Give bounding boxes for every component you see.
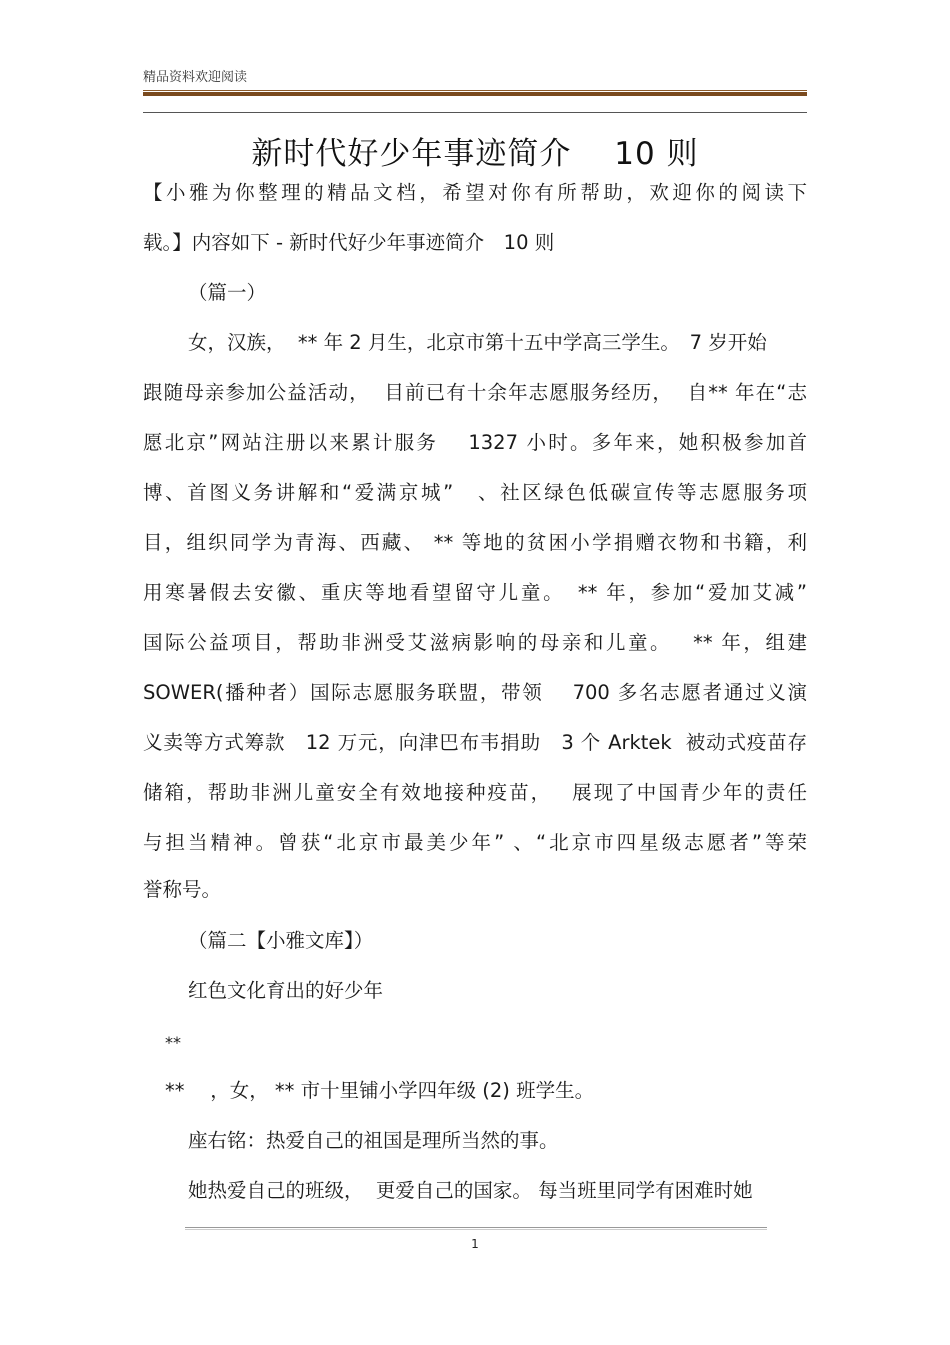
section1-line-0: 女，汉族， ** 年 2 月生，北京市第十五中学高三学生。 7 岁开始: [188, 331, 767, 354]
section2-heading: （篇二【小雅文库】）: [188, 929, 374, 952]
section2-last-line: 她热爱自己的班级， 更爱自己的国家。 每当班里同学有困难时她: [188, 1179, 753, 1202]
section1-line-5: 用寒暑假去安徽、重庆等地看望留守儿童。 ** 年，参加“爱加艾减”: [143, 581, 807, 604]
intro-line-2: 载。】内容如下 - 新时代好少年事迹简介 10 则: [143, 231, 555, 254]
section1-line-11: 誉称号。: [143, 878, 222, 901]
footer-rule-shadow: [185, 1229, 767, 1230]
section2-info-line: ** ，女， ** 市十里铺小学四年级 (2) 班学生。: [165, 1079, 595, 1102]
section2-name-line: **: [165, 1033, 181, 1052]
section2-motto: 座右铭：热爱自己的祖国是理所当然的事。: [188, 1129, 559, 1152]
section1-line-3: 博、首图义务讲解和“爱满京城” 、社区绿色低碳宣传等志愿服务项: [143, 481, 807, 504]
section1-line-2: 愿北京”网站注册以来累计服务 1327 小时。多年来，她积极参加首: [143, 431, 807, 454]
header-rule-bottom: [143, 112, 807, 113]
footer-rule: [185, 1227, 767, 1228]
section1-line-9: 储箱，帮助非洲儿童安全有效地接种疫苗， 展现了中国青少年的责任: [143, 781, 807, 804]
page-number: 1: [471, 1237, 479, 1251]
section1-heading: （篇一）: [188, 281, 267, 304]
section1-line-8: 义卖等方式筹款 12 万元，向津巴布韦捐助 3 个 Arktek 被动式疫苗存: [143, 731, 807, 754]
header-rule-thin: [143, 90, 807, 91]
section1-line-4: 目，组织同学为青海、西藏、 ** 等地的贫困小学捐赠衣物和书籍，利: [143, 531, 807, 554]
header-rule-thick: [143, 92, 807, 96]
section1-line-6: 国际公益项目，帮助非洲受艾滋病影响的母亲和儿童。 ** 年，组建: [143, 631, 807, 654]
intro-line-1: 【小雅为你整理的精品文档，希望对你有所帮助，欢迎你的阅读下: [143, 181, 807, 204]
section2-subtitle: 红色文化育出的好少年: [188, 979, 384, 1002]
section1-line-7: SOWER(播种者）国际志愿服务联盟，带领 700 多名志愿者通过义演: [143, 681, 807, 704]
section1-line-10: 与担当精神。曾获“北京市最美少年” 、“北京市四星级志愿者”等荣: [143, 831, 807, 854]
document-title: 新时代好少年事迹简介 10 则: [251, 136, 699, 172]
header-text: 精品资料欢迎阅读: [143, 70, 248, 85]
section1-line-1: 跟随母亲参加公益活动， 目前已有十余年志愿服务经历， 自** 年在“志: [143, 381, 807, 404]
